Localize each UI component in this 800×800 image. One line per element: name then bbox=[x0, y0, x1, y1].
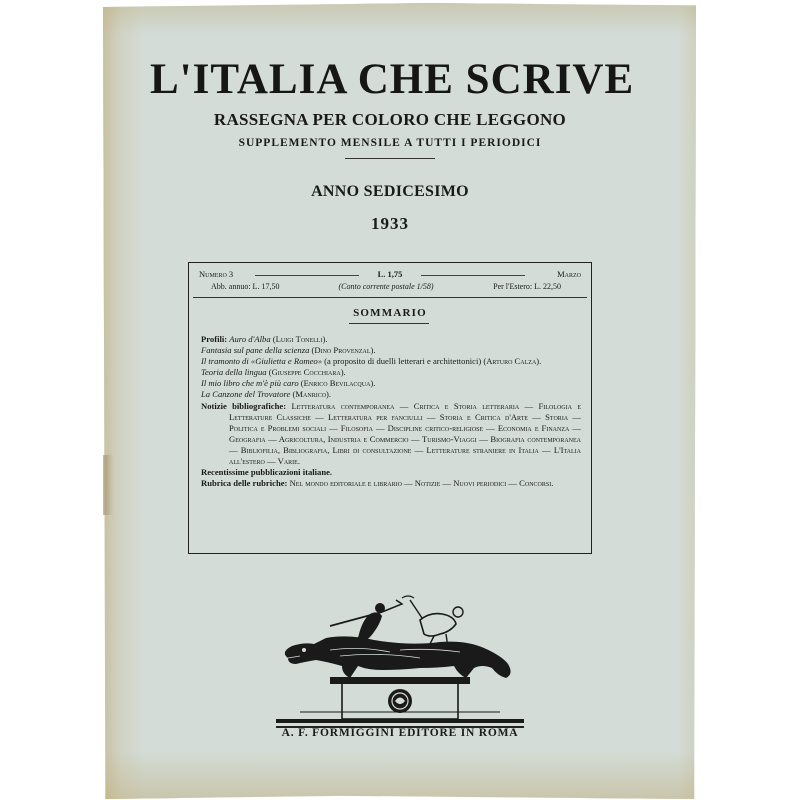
magazine-title: L'ITALIA CHE SCRIVE bbox=[150, 56, 635, 103]
spine-fold bbox=[103, 455, 113, 515]
list-item bbox=[201, 401, 581, 468]
list-item bbox=[201, 378, 581, 389]
divider bbox=[345, 158, 435, 159]
article-subtitle: (a proposito di duelli letterari e architettonici) bbox=[324, 356, 482, 367]
section-label: Notizie bibliografiche: bbox=[201, 400, 287, 411]
section-label: Profili: bbox=[201, 334, 228, 344]
divider bbox=[193, 297, 587, 298]
section-label: Rubrica delle rubriche: bbox=[201, 478, 288, 489]
rider-figure bbox=[358, 612, 382, 640]
article-author: (Giuseppe Cocchiara). bbox=[268, 367, 346, 378]
publication-year: 1933 bbox=[371, 214, 409, 233]
pedestal-top bbox=[330, 677, 470, 684]
issue-number: Numero 3 bbox=[199, 269, 234, 279]
recent-publications: Recentissime pubblicazioni italiane. bbox=[201, 467, 333, 478]
child-figure bbox=[420, 614, 456, 636]
volume-year: ANNO SEDICESIMO bbox=[311, 183, 469, 200]
sommario-title: SOMMARIO bbox=[353, 307, 427, 319]
article-title: Teoria della lingua bbox=[201, 367, 267, 378]
section-text: Nel mondo editoriale e librario — Notizie — Nuovi periodici — Concorsi. bbox=[289, 478, 554, 489]
article-title: La Canzone del Trovatore bbox=[201, 389, 291, 400]
rider-arm bbox=[382, 600, 402, 612]
divider bbox=[349, 323, 429, 324]
article-title: Auro d'Alba bbox=[229, 334, 271, 344]
article-author: (Dino Provenzal). bbox=[311, 345, 376, 356]
child-head bbox=[453, 607, 463, 617]
list-item bbox=[201, 334, 581, 345]
list-item bbox=[201, 389, 581, 400]
divider bbox=[421, 275, 525, 276]
annual-subscription: Abb. annuo: L. 17,50 bbox=[211, 282, 280, 291]
issue-price: L. 1,75 bbox=[377, 269, 403, 279]
child-hand bbox=[402, 596, 414, 598]
sommario-contents bbox=[201, 334, 581, 489]
article-author: (Manrico). bbox=[292, 389, 332, 400]
list-item bbox=[201, 345, 581, 356]
magazine-subtitle: RASSEGNA PER COLORO CHE LEGGONO bbox=[213, 110, 567, 129]
wolf-eye bbox=[302, 648, 306, 652]
child-limbs bbox=[410, 600, 448, 648]
article-title: Il mio libro che m'è più caro bbox=[201, 378, 299, 389]
contents-box bbox=[188, 262, 592, 554]
article-title: Fantasia sul pane della scienza bbox=[201, 345, 310, 356]
wolf-body bbox=[285, 636, 511, 678]
article-author: (Luigi Tonelli). bbox=[272, 334, 328, 344]
article-author: (Enrico Bevilacqua). bbox=[300, 378, 376, 389]
she-wolf-emblem bbox=[270, 590, 530, 730]
foreign-price: Per l'Estero: L. 22,50 bbox=[493, 282, 561, 291]
section-text: Letteratura contemporanea — Critica e Storia letteraria — Filologia e Letterature Classiche — Letteratura per fanciulli — Storia e Critica d'Arte — Storia — Politica e Problemi sociali — Filosofia — Discipline critico-religiose — Economia e Finanza — Geografia — Agricoltura, Industria e Commercio — Turismo-Viaggi — Biografia contemporanea — Bibliofilia, Bibliografia, Libri di consultazione — Letterature straniere in Italia — L'Italia all'estero — Varie. bbox=[229, 400, 581, 467]
publisher-name: A. F. FORMÍGGINI EDITORE IN ROMA bbox=[281, 727, 519, 739]
list-item bbox=[201, 367, 581, 378]
postal-account: (Conto corrente postale 1/58) bbox=[338, 282, 434, 291]
issue-header bbox=[199, 269, 581, 281]
issue-month: Marzo bbox=[557, 269, 581, 279]
article-author: (Arturo Calza). bbox=[483, 356, 542, 367]
base-rule bbox=[276, 719, 524, 723]
list-item bbox=[201, 356, 581, 367]
list-item bbox=[201, 478, 581, 489]
subscription-line bbox=[211, 282, 561, 294]
article-title: Il tramonto di «Giulietta e Romeo» bbox=[201, 356, 323, 367]
supplement-line: SUPPLEMENTO MENSILE A TUTTI I PERIODICI bbox=[238, 137, 542, 149]
